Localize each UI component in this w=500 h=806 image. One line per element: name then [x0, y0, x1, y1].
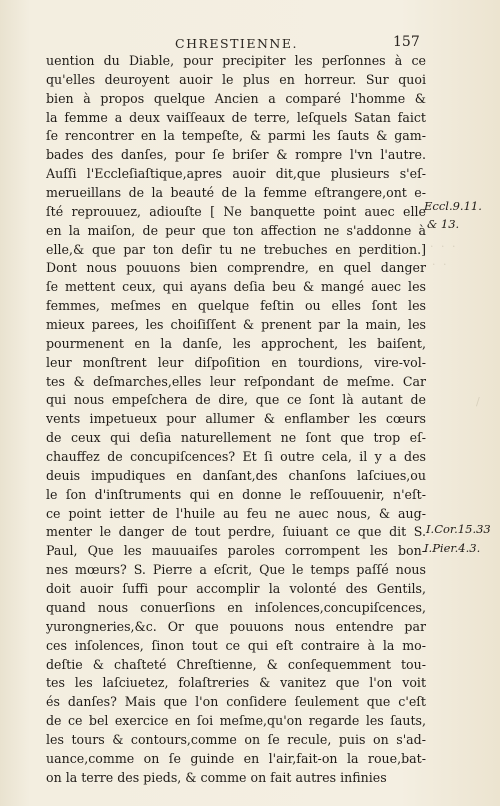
text-line: menter le danger de tout perdre, ſuiuant ce que dit S.: [46, 524, 426, 540]
text-line: qui nous empeſchera de dire, que ce ſont là autant de: [46, 392, 426, 408]
running-title: CHRESTIENNE.: [175, 36, 298, 51]
text-line: la femme a deux vaiſſeaux de terre, leſquels Satan faict: [46, 109, 426, 125]
text-line: mieux parees, les choiſiſſent & prenent par la main, les: [46, 317, 426, 333]
text-line: deuis impudiques en danſant,des chanſons laſciues,ou: [46, 467, 426, 483]
text-line: ſe mettent ceux, qui ayans deſia beu & mangé auec les: [46, 279, 426, 295]
text-line: pourmenent en la danſe, les approchent, les baiſent,: [46, 335, 426, 351]
text-line: quand nous conuerſions en inſolences,concupiſcences,: [46, 599, 426, 615]
text-line: bien à propos quelque Ancien a comparé l'homme &: [46, 90, 426, 106]
text-line: nes mœurs? S. Pierre a eſcrit, Que le temps paſſé nous: [46, 562, 426, 578]
text-line: yurongneries,&c. Or que pouuons nous entendre par: [46, 618, 426, 634]
text-line: tes & deſmarches,elles leur reſpondant de meſme. Car: [46, 373, 426, 389]
text-line: de ce bel exercice en ſoi meſme,qu'on regarde les ſauts,: [46, 713, 426, 729]
running-head: [0, 34, 500, 54]
text-line: leur monſtrent leur diſpoſition en tourdions, vire-vol-: [46, 354, 426, 370]
text-line: le ſon d'inſtruments qui en donne le reſſouuenir, n'eſt-: [46, 486, 426, 502]
text-line: Paul, Que les mauuaiſes paroles corrompent les bon-: [46, 543, 426, 559]
margin-reference: I.Cor.15.33: [426, 522, 491, 536]
text-line: ſe rencontrer en la tempeſte, & parmi les ſauts & gam-: [46, 128, 426, 144]
margin-reference: Eccl.9.11.: [424, 199, 482, 213]
show-through-mark: · ·: [432, 258, 449, 271]
show-through-mark: /: [476, 395, 482, 408]
text-line: vents impetueux pour allumer & enflamber les cœurs: [46, 411, 426, 427]
page-number: 157: [393, 34, 420, 50]
text-line: femmes, meſmes en quelque feſtin ou elles ſont les: [46, 298, 426, 314]
margin-reference: I.Pier.4.3.: [424, 541, 481, 555]
text-line: uance,comme on ſe guinde en l'air,fait-on la roue,bat-: [46, 750, 426, 766]
text-line: bades des danſes, pour ſe briſer & rompre l'vn l'autre.: [46, 147, 426, 163]
text-line: tes les laſciuetez, folaſtreries & vanitez que l'on voit: [46, 675, 426, 691]
text-line: de ceux qui deſia naturellement ne ſont que trop eſ-: [46, 430, 426, 446]
text-line: merueillans de la beauté de la femme eſtrangere,ont e-: [46, 185, 426, 201]
show-through-mark: · · ·: [430, 240, 458, 253]
text-line: elle,& que par ton deſir tu ne trebuches en perdition.]: [46, 241, 426, 257]
text-line: ces inſolences, ſinon tout ce qui eſt contraire à la mo-: [46, 637, 426, 653]
text-line: chauffez de concupiſcences? Et ſi outre cela, il y a des: [46, 449, 426, 465]
margin-reference: & 13.: [427, 217, 460, 231]
text-line: on la terre des pieds, & comme on fait autres infinies: [46, 769, 387, 785]
text-line: és danſes? Mais que l'on conſidere ſeulement que c'eſt: [46, 694, 426, 710]
text-line: uention du Diable, pour precipiter les perſonnes à ce: [46, 53, 426, 68]
text-line: doit auoir ſuffi pour accomplir la volonté des Gentils,: [46, 581, 426, 597]
text-line: deſtie & chaſteté Chreſtienne, & conſequemment tou-: [46, 656, 426, 672]
text-line: en la maiſon, de peur que ton affection ne s'addonne à: [46, 222, 426, 238]
text-line: Dont nous pouuons bien comprendre, en quel danger: [46, 260, 426, 276]
text-line: qu'elles deuroyent auoir le plus en horreur. Sur quoi: [46, 71, 426, 87]
text-line: Auſſi l'Eccleſiaſtique,apres auoir dit,que plusieurs s'eſ-: [46, 166, 426, 182]
text-line: les tours & contours,comme on ſe recule, puis on s'ad-: [46, 731, 426, 747]
text-line: ſté reprouuez, adiouſte [ Ne banquette point auec elle: [46, 203, 426, 219]
text-line: ce point ietter de l'huile au feu ne auec nous, & aug-: [46, 505, 426, 521]
body-text: [46, 52, 426, 788]
